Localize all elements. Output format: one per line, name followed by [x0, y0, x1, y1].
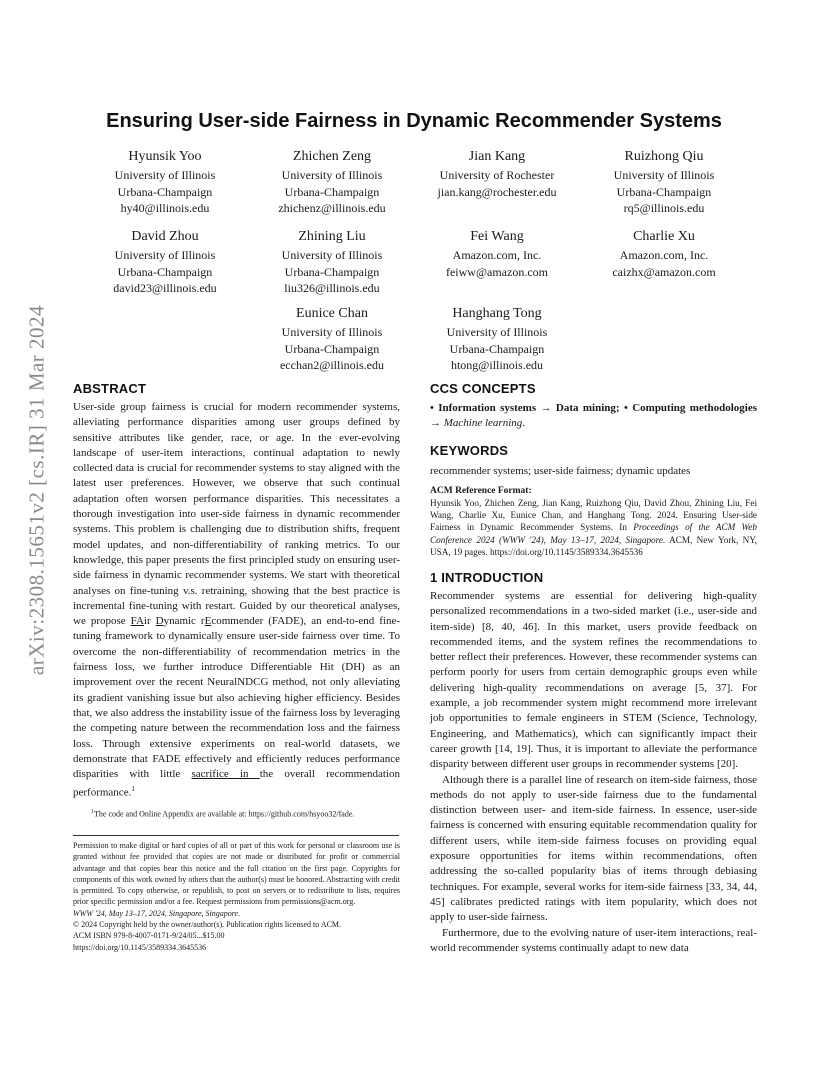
author-email: hy40@illinois.edu	[120, 201, 210, 215]
author-email: zhichenz@illinois.edu	[278, 201, 386, 215]
paper-title: Ensuring User-side Fairness in Dynamic Recommender Systems	[106, 110, 722, 132]
author-block	[407, 148, 587, 200]
keywords-section	[430, 443, 757, 479]
author-affiliation: University of Illinois	[613, 168, 715, 182]
author-affiliation: University of Illinois	[114, 248, 216, 262]
acm-reference-section	[430, 485, 757, 558]
ccs-heading: CCS CONCEPTS	[430, 381, 536, 396]
author-block	[407, 305, 587, 374]
abstract-part: ynamic r	[163, 615, 205, 628]
abstract-part: the overall recommendation performance.	[73, 768, 400, 800]
abstract-acronym: FA	[130, 615, 144, 628]
footnote	[73, 807, 400, 820]
abstract-heading: ABSTRACT	[73, 381, 147, 396]
abstract-part: User-side group fairness is crucial for modern recommender systems, alleviating performance disparities among user groups defined by sensitive attributes like gender, race, or age. In the ever-evolving landscape of user-item interactions, continual adaptation to newly collected data is crucial for recommender systems to stay aligned with the latest user preferences. However, we observe that such continual adaptation often worsen performance disparities. This necessitates a thorough investigation into user-side fairness in dynamic recommender systems. This problem is challenging due to distribution shifts, frequent model updates, and non-differentiability of ranking metrics. To our knowledge, this paper presents the first principled study on ensuring user-side fairness in dynamic recommender systems. We start with theoretical analyses on fine-tuning v.s. retraining, showing that the best practice is incremental fine-tuning with restart. Guided by our theoretical analyses, we propose	[73, 401, 400, 628]
author-affiliation: Urbana-Champaign	[284, 341, 380, 356]
keywords-text: recommender systems; user-side fairness; dynamic updates	[430, 465, 691, 477]
author-affiliation: Urbana-Champaign	[284, 184, 380, 199]
author-email: liu326@illinois.edu	[284, 281, 380, 295]
author-name: Hyunsik Yoo	[128, 149, 202, 164]
acm-reference-part: Hyunsik Yoo, Zhichen Zeng, Jian Kang, Ruizhong Qiu, David Zhou, Zhining Liu, Fei Wang, Charlie Xu, Eunice Chan, and Hanghang Tong. 2024. Ensuring User-side Fairness in Dynamic Recommender Systems. In	[430, 498, 757, 533]
author-name: Eunice Chan	[296, 306, 368, 321]
abstract-acronym: E	[204, 615, 212, 628]
author-block	[574, 228, 754, 280]
author-affiliation: Amazon.com, Inc.	[452, 248, 542, 262]
arxiv-identifier	[22, 290, 52, 690]
author-block	[242, 305, 422, 374]
author-affiliation: Urbana-Champaign	[117, 184, 213, 199]
abstract-underlined: sacrifice in	[191, 768, 260, 781]
author-block	[407, 228, 587, 280]
acm-reference-part: ACM, New York, NY, USA, 19 pages. https://doi.org/10.1145/3589334.3645536	[430, 534, 757, 557]
abstract-part: ir	[143, 615, 156, 628]
abstract-acronym: D	[155, 615, 164, 628]
copyright-line: © 2024 Copyright held by the owner/author(s). Publication rights licensed to ACM.	[73, 920, 342, 930]
ccs-arrow: →	[430, 417, 444, 430]
ccs-text	[430, 401, 757, 432]
author-name: Zhining Liu	[298, 229, 366, 244]
introduction-section	[430, 570, 757, 956]
author-email: feiww@amazon.com	[445, 264, 548, 279]
author-block	[75, 148, 255, 217]
author-block	[242, 228, 422, 297]
ccs-period: .	[522, 417, 526, 430]
author-affiliation: University of Illinois	[281, 248, 383, 262]
intro-paragraph: Although there is a parallel line of research on item-side fairness, those methods do not apply to user-side fairness due to the fundamental distinction between user- and item-side fairness. In essence, user-side fairness is concerned with ensuring equitable recommendation quality for different users, while item-side fairness focuses on providing equal exposure opportunities for items within recommendations, often addressing the so-called popularity bias of items through debiasing techniques. For example, several works for item-side fairness [33, 34, 44, 45] calibrates predicted ratings with item popularity, which does not apply to user-side fairness.	[430, 773, 757, 924]
ccs-section	[430, 381, 757, 432]
ccs-concept: • Computing methodologies	[619, 402, 757, 414]
author-block	[574, 148, 754, 217]
author-name: Hanghang Tong	[452, 306, 542, 321]
author-affiliation: University of Illinois	[281, 168, 383, 182]
footnote-mark: 1	[131, 785, 135, 794]
acm-reference-venue: Proceedings of the ACM Web Conference 2024 (WWW '24), May 13–17, 2024, Singapore.	[430, 522, 757, 545]
arxiv-identifier-text: arXiv:2308.15651v2 [cs.IR] 31 Mar 2024	[24, 304, 49, 676]
isbn-line: ACM ISBN 979-8-4007-0171-9/24/05...$15.00	[73, 931, 225, 941]
author-name: Jian Kang	[468, 149, 526, 164]
author-email: htong@illinois.edu	[450, 358, 544, 372]
author-affiliation: Amazon.com, Inc.	[619, 248, 709, 262]
author-email: david23@illinois.edu	[113, 281, 217, 295]
author-block	[242, 148, 422, 217]
venue-line: WWW '24, May 13–17, 2024, Singapore, Singapore.	[73, 908, 241, 918]
author-affiliation: Urbana-Champaign	[449, 341, 545, 356]
footnote-text: The code and Online Appendix are available at: https://github.com/hsyoo32/fade.	[94, 809, 355, 819]
ccs-concept: Machine learning	[443, 417, 523, 430]
abstract-section	[73, 381, 400, 801]
doi-line: https://doi.org/10.1145/3589334.3645536	[73, 942, 207, 952]
permission-text: Permission to make digital or hard copies of all or part of this work for personal or classroom use is granted without fee provided that copies are not made or distributed for profit or commercial advantage and that copies bear this notice and the full citation on the first page. Copyrights for components of this work owned by others than the author(s) must be honored. Abstracting with credit is permitted. To copy otherwise, or republish, to post on servers or to redistribute to lists, requires prior specific permission and/or a fee. Request permissions from permissions@acm.org.	[73, 841, 400, 907]
author-name: Charlie Xu	[633, 229, 695, 244]
intro-paragraph: Furthermore, due to the evolving nature of user-item interactions, real-world recommender systems continually adapt to new data	[430, 926, 757, 954]
permission-divider	[73, 835, 399, 836]
author-affiliation: University of Rochester	[439, 168, 555, 182]
ccs-concept: • Information systems → Data mining;	[430, 402, 620, 414]
intro-paragraph: Recommender systems are essential for delivering high-quality personalized recommendations in a two-sided market (i.e., user-side and item-side) [8, 40, 46]. In this market, users provide feedback on recommended items, and the system refines the recommendations to better reflect their preferences. However, these recommender systems can perform poorly for users from certain demographic groups even while delivering high-quality recommendations on average [5, 37]. For example, a job recommender system might recommend more irrelevant job opportunities to female engineers in STEM (Science, Technology, Engineering, and Mathematics), which can significantly impact their career growth [14, 19]. Thus, it is important to alleviate the performance disparity between different user groups in recommender systems [20].	[430, 590, 757, 771]
author-affiliation: Urbana-Champaign	[284, 264, 380, 279]
author-block	[75, 228, 255, 297]
keywords-heading: KEYWORDS	[430, 443, 509, 458]
acm-reference-heading: ACM Reference Format:	[430, 486, 532, 496]
permission-block	[73, 840, 400, 953]
acm-reference-text	[430, 497, 757, 558]
author-affiliation: University of Illinois	[114, 168, 216, 182]
author-email: caizhx@amazon.com	[612, 264, 716, 279]
author-affiliation: University of Illinois	[281, 325, 383, 339]
author-affiliation: Urbana-Champaign	[117, 264, 213, 279]
author-affiliation: Urbana-Champaign	[616, 184, 712, 199]
abstract-part: commender (FADE), an end-to-end fine-tuning framework to dynamically ensure user-side fairness over time. To overcome the non-differentiability of recommendation metrics in the fairness loss, we further introduce Differentiable Hit (DH) as an improvement over the recent NeuralNDCG method, not only alleviating its gradient vanishing issue but also achieving higher efficiency. Besides that, we also address the instability issue of the fairness loss by leveraging the competing nature between the recommendation loss and the fairness loss. Through extensive experiments on real-world datasets, we demonstrate that FADE effectively and efficiently reduces performance disparities with little	[73, 615, 400, 781]
author-email: ecchan2@illinois.edu	[279, 358, 385, 372]
introduction-heading: 1 INTRODUCTION	[430, 570, 544, 585]
author-name: Fei Wang	[470, 229, 524, 244]
abstract-text	[73, 400, 400, 801]
author-email: rq5@illinois.edu	[623, 201, 705, 215]
author-affiliation: University of Illinois	[446, 325, 548, 339]
author-name: David Zhou	[131, 229, 199, 244]
author-name: Zhichen Zeng	[292, 149, 372, 164]
author-email: jian.kang@rochester.edu	[437, 184, 557, 199]
footnote-number: 1	[91, 809, 94, 815]
author-name: Ruizhong Qiu	[624, 149, 704, 164]
